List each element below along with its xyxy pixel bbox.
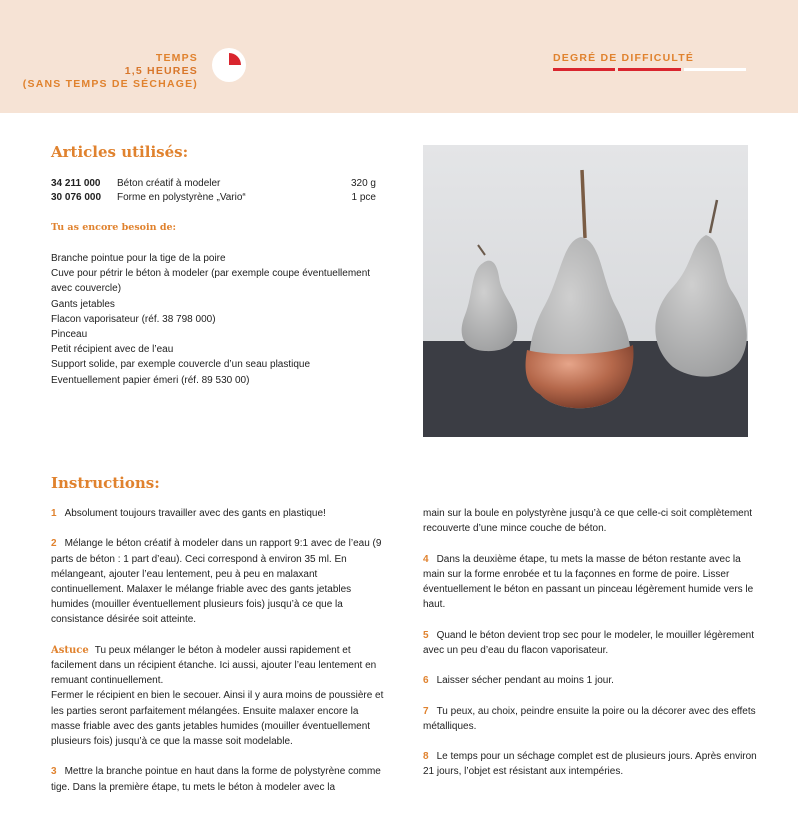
right-steps [423, 552, 758, 780]
step-number: 1 [51, 508, 57, 519]
article-name: Forme en polystyrène „Vario“ [117, 192, 246, 203]
instructions-left-column [51, 506, 386, 810]
tip-label: Astuce [51, 644, 89, 656]
step-2 [51, 536, 386, 627]
need-item: Branche pointue pour la tige de la poire [51, 253, 226, 264]
difficulty-meter [553, 68, 746, 71]
need-list [51, 251, 391, 388]
step-text: Mettre la branche pointue en haut dans la forme de polystyrène comme tige. Dans la première étape, tu mets le béton à modeler avec la [51, 766, 381, 793]
step-8 [423, 749, 758, 779]
step-number: 4 [423, 553, 429, 565]
pears-photo [423, 145, 748, 437]
difficulty-label: DEGRÉ DE DIFFICULTÉ [553, 52, 695, 64]
difficulty-bar [553, 68, 615, 71]
step-text: Mélange le béton créatif à modeler dans un rapport 9:1 avec de l’eau (9 parts de béton : 1 part d’eau). Ceci correspond à environ 35 ml. En mélangeant, ajouter l’eau lentement, peu à peu en malaxant continuellement. Malaxer le mélange friable avec des gants jetables humides (mouiller éventuellement plusieurs fois) jusqu’à ce que la consistance désirée soit atteinte. [51, 538, 382, 626]
step-3 [51, 764, 386, 794]
step-text: Laisser sécher pendant au moins 1 jour. [436, 675, 614, 687]
need-title: Tu as encore besoin de: [51, 222, 177, 233]
difficulty-bar [684, 68, 746, 71]
tip-paragraph [51, 643, 386, 689]
need-item: Petit récipient avec de l’eau [51, 344, 174, 356]
article-row [51, 191, 376, 205]
step-6 [423, 673, 758, 688]
tip-text: Tu peux mélanger le béton à modeler aussi rapidement et facilement dans un récipient étanche. Ici aussi, ajouter l’eau lentement en remuant continuellement. [51, 644, 377, 687]
need-item: Cuve pour pétrir le béton à modeler (par exemple coupe éventuellement avec couvercle) [51, 268, 371, 295]
need-item: Flacon vaporisateur (réf. 38 798 000) [51, 313, 216, 325]
step-1 [51, 506, 386, 521]
time-block [23, 52, 198, 91]
step-5 [423, 628, 758, 658]
article-row [51, 177, 376, 191]
step-number: 6 [423, 675, 429, 687]
step-number: 2 [51, 538, 57, 550]
time-label: TEMPS [155, 52, 198, 64]
tip-paragraph-2: Fermer le récipient en bien le secouer. Ainsi il y aura moins de poussière et les parties seront parfaitement mélangées. Ensuite malaxer encore la masse friable avec des gants jetables humides (mouiller éventuellement plusieurs fois) jusqu’à ce que la masse soit modelable. [51, 690, 384, 748]
need-item: Support solide, par exemple couvercle d’un seau plastique [51, 359, 311, 371]
clock-icon [212, 48, 246, 82]
step-number: 3 [51, 766, 57, 778]
instructions-right-column [423, 506, 758, 795]
step-number: 7 [423, 705, 429, 717]
step-7 [423, 704, 758, 734]
difficulty-bar [618, 68, 680, 71]
step-number: 5 [423, 629, 429, 641]
instructions-title: Instructions: [51, 474, 160, 492]
step-text: Absolument toujours travailler avec des gants en plastique! [64, 508, 326, 519]
step-number: 8 [423, 751, 429, 763]
step-text: Dans la deuxième étape, tu mets la masse de béton restante avec la main sur la forme enrobée et tu la façonnes en forme de poire. Lisser éventuellement le béton en passant un pinceau légèrement humide vers le haut. [423, 553, 754, 611]
step-3-continued: main sur la boule en polystyrène jusqu’à ce que celle-ci soit complètement recouverte d’une mince couche de béton. [423, 508, 753, 535]
time-note: (SANS TEMPS DE SÉCHAGE) [22, 78, 198, 90]
article-name: Béton créatif à modeler [117, 178, 221, 189]
article-number: 30 076 000 [51, 192, 102, 203]
articles-list [51, 177, 376, 205]
need-item: Pinceau [51, 329, 88, 341]
articles-title: Articles utilisés: [51, 143, 189, 161]
time-value: 1,5 HEURES [124, 65, 198, 77]
article-qty: 320 g [350, 178, 376, 189]
need-item: Eventuellement papier émeri (réf. 89 530 00) [51, 374, 250, 386]
need-item: Gants jetables [51, 298, 115, 310]
step-text: Tu peux, au choix, peindre ensuite la poire ou la décorer avec des effets métalliques. [423, 705, 756, 732]
article-number: 34 211 000 [51, 178, 101, 189]
step-4 [423, 552, 758, 613]
step-text: Quand le béton devient trop sec pour le modeler, le mouiller légèrement avec un peu d’eau du flacon vaporisateur. [423, 629, 754, 656]
step-text: Le temps pour un séchage complet est de plusieurs jours. Après environ 21 jours, l’objet est résistant aux intempéries. [423, 751, 757, 778]
article-qty: 1 pce [351, 192, 376, 203]
